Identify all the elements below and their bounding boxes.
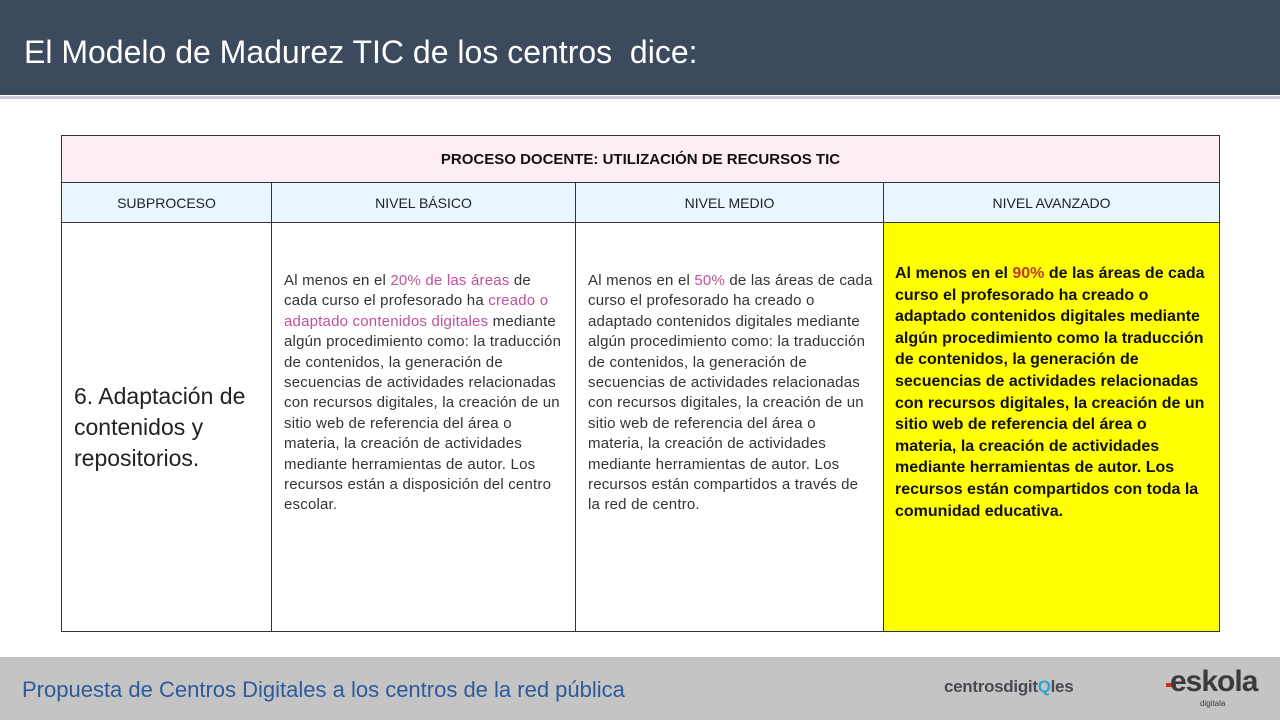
medium-highlight-percent: 50% (694, 272, 726, 289)
table-caption: PROCESO DOCENTE: UTILIZACIÓN DE RECURSOS TIC (62, 136, 1220, 183)
subprocess-text: 6. Adaptación de contenidos y repositorios. (74, 382, 246, 471)
basic-level-cell (272, 223, 576, 632)
maturity-table (61, 135, 1220, 632)
slide-footer (0, 657, 1280, 720)
basic-text-3: mediante algún procedimiento como: la traducción de contenidos, la generación de secuencias de actividades relacionadas con recursos digitales, la creación de un sitio web de referencia del área o materia, la creación de actividades mediante herramientas de autor. Los recursos están a disposición del centro escolar. (284, 312, 562, 514)
medium-text-1: Al menos en el (588, 272, 695, 289)
advanced-level-cell (884, 223, 1220, 632)
slide-header (0, 0, 1280, 95)
eskola-wordmark: eskola (1170, 665, 1258, 698)
column-header-basic: NIVEL BÁSICO (272, 183, 576, 223)
eskola-subtitle: digitala (1200, 699, 1226, 708)
column-header-medium: NIVEL MEDIO (576, 183, 884, 223)
logo-centros-part-c: les (1050, 677, 1074, 696)
medium-text-2: de las áreas de cada curso el profesorado ha creado o adaptado contenidos digitales mediante algún procedimiento como: la traducción de contenidos, la generación de secuencias de actividades relacionadas con recursos digitales, la creación de un sitio web de referencia del área o materia, la creación de actividades mediante herramientas de autor. Los recursos están compartidos a través de la red de centro. (588, 272, 873, 514)
slide-title: El Modelo de Madurez TIC de los centros dice: (24, 34, 698, 70)
subprocess-cell (62, 223, 272, 632)
header-divider (0, 96, 1280, 99)
advanced-text-2: de las áreas de cada curso el profesorado ha creado o adaptado contenidos digitales mediante algún procedimiento como la traducción de contenidos, la generación de secuencias de actividades relacionadas con recursos digitales, la creación de un sitio web de referencia del área o materia, la creación de actividades mediante herramientas de autor. Los recursos están compartidos con toda la comunidad educativa. (895, 265, 1205, 520)
advanced-text-1: Al menos en el (895, 265, 1013, 282)
basic-highlight-percent: 20% de las áreas (390, 272, 510, 289)
centros-digitales-logo (944, 677, 1073, 697)
basic-highlight-created: creado o adaptado contenidos digitales (284, 292, 549, 330)
column-header-subprocess: SUBPROCESO (62, 183, 272, 223)
eskola-logo (1166, 665, 1258, 711)
advanced-highlight-percent: 90% (1012, 265, 1045, 282)
medium-level-cell (576, 223, 884, 632)
column-header-advanced: NIVEL AVANZADO (884, 183, 1220, 223)
basic-text-1: Al menos en el (284, 272, 391, 289)
logo-centros-part-a: centrosdigit (944, 677, 1038, 696)
footer-text: Propuesta de Centros Digitales a los centros de la red pública (22, 677, 625, 702)
logo-centros-part-b: Q (1037, 677, 1051, 696)
basic-text-2: de cada curso el profesorado ha (284, 272, 531, 310)
